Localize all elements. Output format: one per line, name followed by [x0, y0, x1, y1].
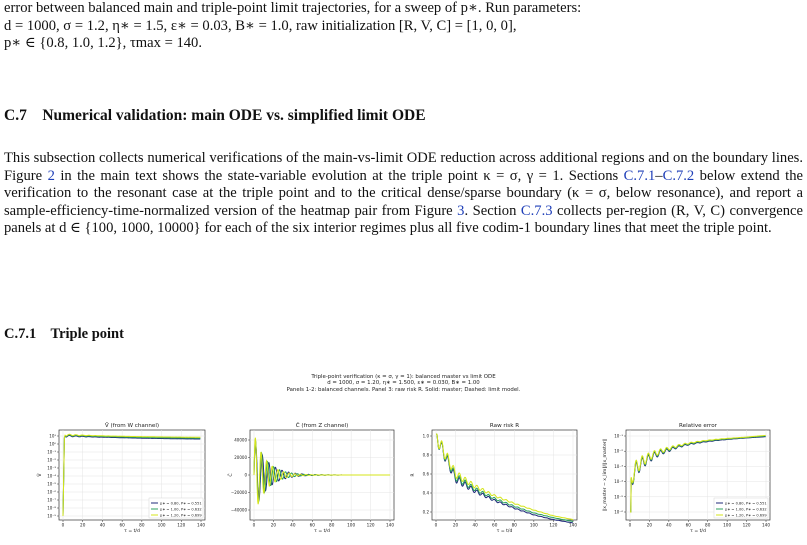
subsection-title: Triple point [50, 326, 124, 342]
y-tick-label: 10⁻² [47, 457, 56, 463]
panel-frame [432, 430, 577, 520]
x-tick-label: 140 [569, 522, 577, 528]
section-title: Numerical validation: main ODE vs. simplified limit ODE [42, 107, 426, 124]
x-tick-label: 120 [742, 522, 751, 528]
x-tick-label: 40 [290, 522, 296, 528]
x-tick-label: 80 [139, 522, 145, 528]
legend-label: p∗ = 0.80, P∗ = 0.551 [725, 501, 767, 506]
x-tick-label: 0 [252, 522, 256, 528]
y-tick-label: 0.2 [422, 509, 429, 515]
y-tick-label: 0.6 [422, 471, 429, 477]
y-tick-label: 10⁻³ [614, 463, 623, 469]
y-tick-label: 10¹ [49, 433, 56, 439]
link-section-c71[interactable]: C.7.1 [623, 167, 656, 184]
x-tick-label: 60 [119, 522, 125, 528]
x-tick-label: 100 [723, 522, 732, 528]
x-tick-label: 40 [472, 522, 478, 528]
section-number: C.7 [4, 107, 27, 124]
x-tick-label: 80 [705, 522, 711, 528]
section-heading [4, 107, 426, 125]
legend-label: p∗ = 1.00, P∗ = 0.632 [725, 507, 767, 512]
y-tick-label: 10⁻⁴ [614, 479, 623, 485]
figure-title-line-3: Panels 1-2: balanced channels. Panel 3: raw risk R. Solid: master; Dashed: limit model. [286, 386, 521, 393]
y-tick-label: 10⁻⁶ [47, 489, 56, 495]
x-tick-label: 60 [492, 522, 498, 528]
x-tick-label: 40 [99, 522, 106, 528]
y-tick-label: 10⁻¹ [614, 433, 623, 439]
para-s3: below extend the verification to the resonant case at the triple point and to the critical dense/sparse boundary (κ = σ, below resonance), and report a sample-efficiency-time-normalized version of the heatmap pair from Figure [4, 167, 803, 219]
intro-line-1: error between balanced main and triple-point limit trajectories, for a sweep of p∗. Run parameters: [4, 0, 582, 16]
figure-title-line-1: Triple-point verification (κ = σ, γ = 1): balanced master vs limit ODE [311, 374, 496, 380]
y-tick-label: 10⁻⁶ [614, 509, 623, 515]
x-tick-label: 100 [157, 522, 166, 528]
panel-xlabel: τ = t/d [314, 529, 330, 534]
x-tick-label: 140 [386, 522, 394, 528]
figure-title [0, 374, 807, 393]
y-tick-label: 10⁰ [49, 441, 56, 447]
x-tick-label: 20 [452, 522, 459, 528]
figure-title-line-2: d = 1000, σ = 1.20, η∗ = 1.500, ε∗ = 0.030, B∗ = 1.00 [327, 380, 480, 387]
link-figure-3[interactable]: 3 [457, 202, 465, 219]
panel-xlabel: τ = t/d [690, 529, 706, 534]
link-section-c72[interactable]: C.7.2 [662, 167, 695, 184]
y-tick-label: −40000 [230, 507, 247, 513]
link-section-c73[interactable]: C.7.3 [520, 202, 553, 219]
panel-title: Relative error [679, 423, 717, 429]
y-tick-label: 10⁻⁹ [47, 513, 56, 519]
subsection-heading [4, 326, 124, 343]
y-tick-label: 0 [244, 472, 247, 478]
intro-line-2: d = 1000, σ = 1.2, η∗ = 1.5, ε∗ = 0.03, B∗ = 1.0, raw initialization [R, V, C] = [1, 0, 0], [4, 17, 517, 34]
body-paragraph [4, 150, 803, 238]
panel-title: Raw risk R [489, 423, 520, 429]
x-tick-label: 40 [666, 522, 672, 528]
para-s1: This subsection collects numerical verifications of the main-vs-limit ODE reduction across additional regions and on the boundary lines. Figure [4, 150, 803, 184]
legend-label: p∗ = 0.80, P∗ = 0.551 [160, 501, 202, 506]
y-tick-label: 1.0 [422, 433, 429, 439]
x-tick-label: 120 [177, 522, 186, 528]
panel-title: C̃ (from Z channel) [295, 423, 349, 429]
y-tick-label: 10⁻¹ [47, 449, 56, 455]
intro-text [4, 0, 803, 53]
intro-line-3: p∗ ∈ {0.8, 1.0, 1.2}, τmax = 140. [4, 35, 202, 52]
para-s2: in the main text shows the state-variable evolution at the triple point κ = σ, γ = 1. Sections [54, 167, 624, 184]
y-tick-label: 10⁻² [614, 448, 623, 454]
panel-ylabel: Ṽ [38, 473, 43, 477]
x-tick-label: 60 [685, 522, 691, 528]
para-s5: collects per-region (R, V, C) convergence panels at d ∈ {100, 1000, 10000} for each of the six interior regimes plus all five codim-1 boundary lines that meet the triple point. [4, 202, 803, 237]
para-s4: . Section [464, 202, 521, 219]
x-tick-label: 120 [366, 522, 375, 528]
y-tick-label: 10⁻⁵ [47, 481, 56, 487]
y-tick-label: 10⁻³ [47, 465, 56, 471]
legend-label: p∗ = 1.20, P∗ = 0.699 [160, 513, 202, 518]
x-tick-label: 140 [762, 522, 770, 528]
x-tick-label: 20 [270, 522, 277, 528]
y-tick-label: 10⁻⁴ [47, 473, 56, 479]
para-dash: – [655, 167, 663, 184]
y-tick-label: 0.4 [422, 490, 429, 496]
link-figure-2[interactable]: 2 [47, 167, 55, 184]
legend-label: p∗ = 1.20, P∗ = 0.699 [725, 513, 767, 518]
x-tick-label: 80 [329, 522, 335, 528]
x-tick-label: 100 [529, 522, 538, 528]
subsection-number: C.7.1 [4, 326, 37, 342]
x-tick-label: 0 [61, 522, 65, 528]
panel-ylabel: ‖x_master − x_lim‖/‖x_master‖ [603, 439, 608, 511]
x-tick-label: 20 [646, 522, 653, 528]
x-tick-label: 140 [197, 522, 205, 528]
x-tick-label: 120 [549, 522, 558, 528]
paragraph-text [4, 150, 803, 238]
x-tick-label: 0 [628, 522, 632, 528]
legend-label: p∗ = 1.00, P∗ = 0.632 [160, 507, 202, 512]
x-tick-label: 60 [309, 522, 315, 528]
x-tick-label: 20 [80, 522, 86, 528]
y-tick-label: 20000 [234, 455, 247, 460]
panel-title: Ṽ (from W channel) [104, 423, 160, 429]
panel-ylabel: R [411, 473, 416, 477]
figure-triple-point [0, 368, 807, 540]
y-tick-label: −20000 [230, 490, 247, 495]
x-tick-label: 0 [434, 522, 438, 528]
figure-panels [0, 368, 807, 540]
x-tick-label: 100 [347, 522, 356, 528]
y-tick-label: 40000 [234, 437, 247, 443]
y-tick-label: 10⁻⁵ [614, 494, 623, 500]
panel-xlabel: τ = t/d [124, 529, 140, 534]
panel-ylabel: C̃ [229, 473, 234, 477]
x-tick-label: 80 [511, 522, 517, 528]
y-tick-label: 10⁻⁸ [47, 505, 56, 511]
y-tick-label: 0.8 [422, 452, 429, 458]
y-tick-label: 10⁻⁷ [47, 497, 56, 503]
panel-xlabel: τ = t/d [496, 529, 513, 534]
